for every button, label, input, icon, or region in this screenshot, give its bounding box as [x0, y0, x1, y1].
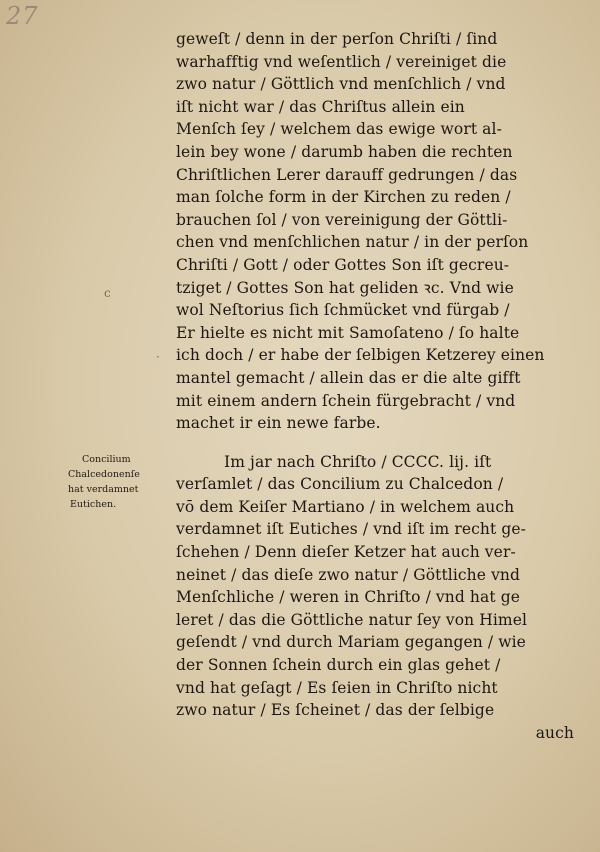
text-line: Chriſtlichen Lerer darauff gedrungen / das: [176, 165, 518, 184]
folio-number: 27: [6, 2, 39, 30]
text-line: Menſch ſey / welchem das ewige wort al‑: [176, 120, 502, 139]
text-line: machet ir ein newe farbe.: [176, 414, 381, 433]
text-line: verdamnet iſt Eutiches / vnd iſt im recht ge‑: [176, 520, 526, 539]
text-line: man ſolche form in der Kirchen zu reden /: [176, 188, 511, 207]
text-line: Im jar nach Chriſto / CCCC. lij. iſt: [224, 452, 492, 471]
text-line: leret / das die Göttliche natur ſey von Himel: [176, 610, 528, 629]
text-line: ſchehen / Denn dieſer Ketzer hat auch ver‑: [176, 543, 516, 562]
marginal-line: Chalcedonenſe: [68, 469, 140, 480]
marginal-note: [68, 452, 178, 512]
text-line: mit einem andern ſchein fürgebracht / vnd: [176, 391, 516, 410]
text-line: geweſt / denn in der perſon Chriſti / ſind: [176, 30, 498, 48]
text-line: chen vnd menſchlichen natur / in der perſon: [176, 233, 529, 252]
main-text: [176, 28, 586, 744]
text-line: vō dem Keiſer Martiano / in welchem auch: [176, 497, 515, 516]
text-line: zwo natur / Es ſcheinet / das der ſelbige: [176, 701, 495, 720]
text-line: zwo natur / Göttlich vnd menſchlich / vnd: [176, 75, 506, 94]
text-line: Chriſti / Gott / oder Gottes Son iſt gecreu‑: [176, 255, 510, 274]
marginal-line: Concilium: [82, 454, 131, 465]
text-line: Er hielte es nicht mit Samoſateno / ſo halte: [176, 323, 520, 342]
paragraph-2: [176, 451, 586, 745]
marginal-line: hat verdamnet: [68, 484, 139, 495]
text-line: neinet / das dieſe zwo natur / Göttliche vnd: [176, 565, 521, 584]
text-line: lein bey wone / darumb haben die rechten: [176, 142, 513, 161]
text-line: brauchen ſol / von vereinigung der Göttli‑: [176, 210, 508, 229]
text-line: geſendt / vnd durch Mariam gegangen / wie: [176, 633, 526, 652]
catchword: auch: [535, 723, 574, 742]
text-line: vnd hat geſagt / Es ſeien in Chriſto nicht: [176, 678, 498, 697]
text-line: verſamlet / das Concilium zu Chalcedon /: [176, 475, 504, 494]
text-line: der Sonnen ſchein durch ein glas gehet /: [176, 656, 501, 675]
text-line: Menſchliche / weren in Chriſto / vnd hat ge: [176, 588, 520, 607]
text-line: warhafftig vnd weſentlich / vereiniget die: [176, 52, 507, 71]
text-line: mantel gemacht / allein das er die alte gifft: [176, 368, 521, 387]
paragraph-1: [176, 28, 586, 435]
text-line: wol Neſtorius ſich ſchmücket vnd fürgab /: [176, 301, 510, 320]
text-line: ich doch / er habe der ſelbigen Ketzerey einen: [176, 346, 545, 365]
margin-mark-dot: ·: [156, 350, 160, 364]
text-line: iſt nicht war / das Chriſtus allein ein: [176, 97, 465, 116]
marginal-line: Eutichen.: [70, 499, 117, 510]
text-line: tziget / Gottes Son hat geliden ꝛc. Vnd wie: [176, 278, 514, 297]
margin-mark-c: c: [104, 286, 111, 300]
